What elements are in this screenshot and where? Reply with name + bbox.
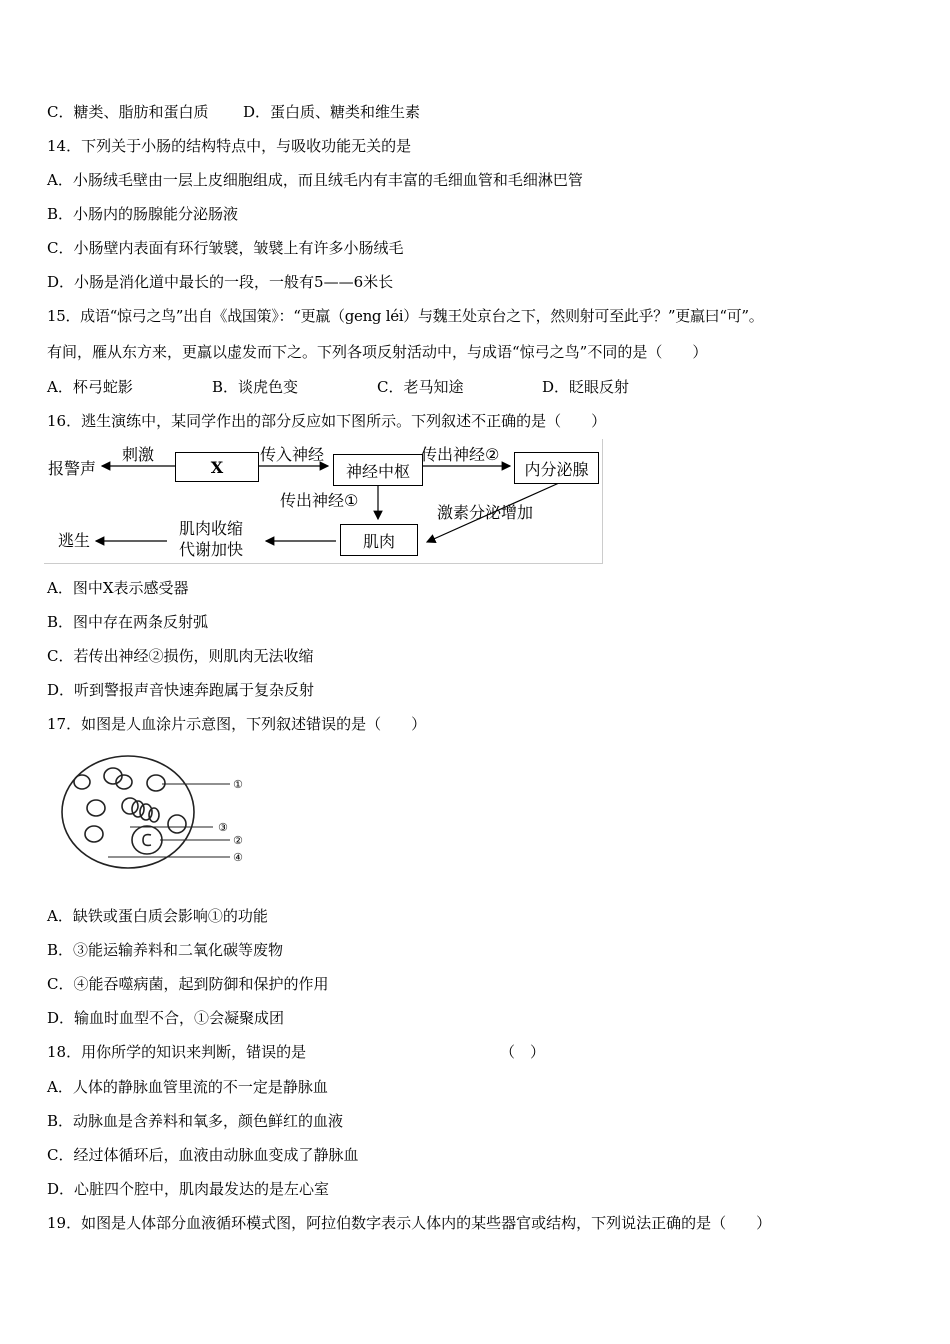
q16-option-d: D．听到警报声音快速奔跑属于复杂反射 (47, 681, 315, 699)
label-efferent2: 传出神经② (421, 445, 500, 464)
label-afferent: 传入神经 (260, 445, 325, 464)
q18-answer-paren: （ ） (500, 1043, 546, 1061)
q14-option-a: A．小肠绒毛壁由一层上皮细胞组成，而且绒毛内有丰富的毛细血管和毛细淋巴管 (47, 171, 583, 189)
q14-option-d: D．小肠是消化道中最长的一段，一般有5——6米长 (47, 273, 394, 291)
q14-stem: 14．下列关于小肠的结构特点中，与吸收功能无关的是 (47, 137, 412, 155)
smear-label-3: ③ (218, 821, 228, 834)
q17-option-c: C．④能吞噬病菌，起到防御和保护的作用 (47, 975, 329, 993)
q15-option-a: A．杯弓蛇影 (47, 378, 133, 396)
q16-option-b: B．图中存在两条反射弧 (47, 613, 209, 631)
label-efferent1: 传出神经① (280, 491, 359, 510)
q16-option-c: C．若传出神经②损伤，则肌肉无法收缩 (47, 647, 314, 665)
q19-stem: 19．如图是人体部分血液循环模式图，阿拉伯数字表示人体内的某些器官或结构，下列说法正确的是（ ） (47, 1214, 772, 1232)
q15-option-d: D．眨眼反射 (542, 378, 630, 396)
q17-option-a: A．缺铁或蛋白质会影响①的功能 (47, 907, 268, 925)
box-muscle: 肌肉 (340, 524, 418, 556)
smear-label-2: ② (233, 834, 243, 847)
q14-option-b: B．小肠内的肠腺能分泌肠液 (47, 205, 239, 223)
q18-option-d: D．心脏四个腔中，肌肉最发达的是左心室 (47, 1180, 330, 1198)
q13-option-c: C．糖类、脂肪和蛋白质 (47, 103, 209, 121)
label-effect2: 代谢加快 (179, 540, 244, 559)
q18-option-a: A．人体的静脉血管里流的不一定是静脉血 (47, 1078, 328, 1096)
blood-smear-figure (50, 752, 250, 872)
q17-option-d: D．输血时血型不合，①会凝聚成团 (47, 1009, 285, 1027)
q15-stem-line2: 有间，雁从东方来，更羸以虚发而下之。下列各项反射活动中，与成语“惊弓之鸟”不同的是（ ） (47, 343, 708, 361)
box-center: 神经中枢 (333, 454, 423, 486)
q14-option-c: C．小肠壁内表面有环行皱襞，皱襞上有许多小肠绒毛 (47, 239, 404, 257)
label-stimulus: 刺激 (122, 445, 155, 464)
reflex-flow-diagram (44, 439, 603, 564)
q17-option-b: B．③能运输养料和二氧化碳等废物 (47, 941, 284, 959)
label-effect1: 肌肉收缩 (179, 519, 244, 538)
label-hormone: 激素分泌增加 (437, 503, 534, 522)
box-gland: 内分泌腺 (514, 452, 599, 484)
q15-option-b: B．谈虎色变 (212, 378, 299, 396)
label-escape: 逃生 (58, 531, 91, 550)
blood-smear-drawing (50, 752, 250, 872)
smear-label-4: ④ (233, 851, 243, 864)
q17-stem: 17．如图是人血涂片示意图，下列叙述错误的是（ ） (47, 715, 427, 733)
q13-option-d: D．蛋白质、糖类和维生素 (243, 103, 421, 121)
label-alarm: 报警声 (48, 459, 97, 478)
q18-option-c: C．经过体循环后，血液由动脉血变成了静脉血 (47, 1146, 359, 1164)
q18-option-b: B．动脉血是含养料和氧多，颜色鲜红的血液 (47, 1112, 344, 1130)
q16-option-a: A．图中X表示感受器 (47, 579, 189, 597)
smear-label-1: ① (233, 778, 243, 791)
q18-stem: 18．用你所学的知识来判断，错误的是 (47, 1043, 307, 1061)
box-x: X (175, 452, 259, 482)
q15-stem-line1: 15．成语“惊弓之鸟”出自《战国策》：“更羸（geng léi）与魏王处京台之下，然则射可至此乎？”更羸曰“可”。 (47, 307, 764, 325)
q16-stem: 16．逃生演练中，某同学作出的部分反应如下图所示。下列叙述不正确的是（ ） (47, 412, 607, 430)
q15-option-c: C．老马知途 (377, 378, 464, 396)
